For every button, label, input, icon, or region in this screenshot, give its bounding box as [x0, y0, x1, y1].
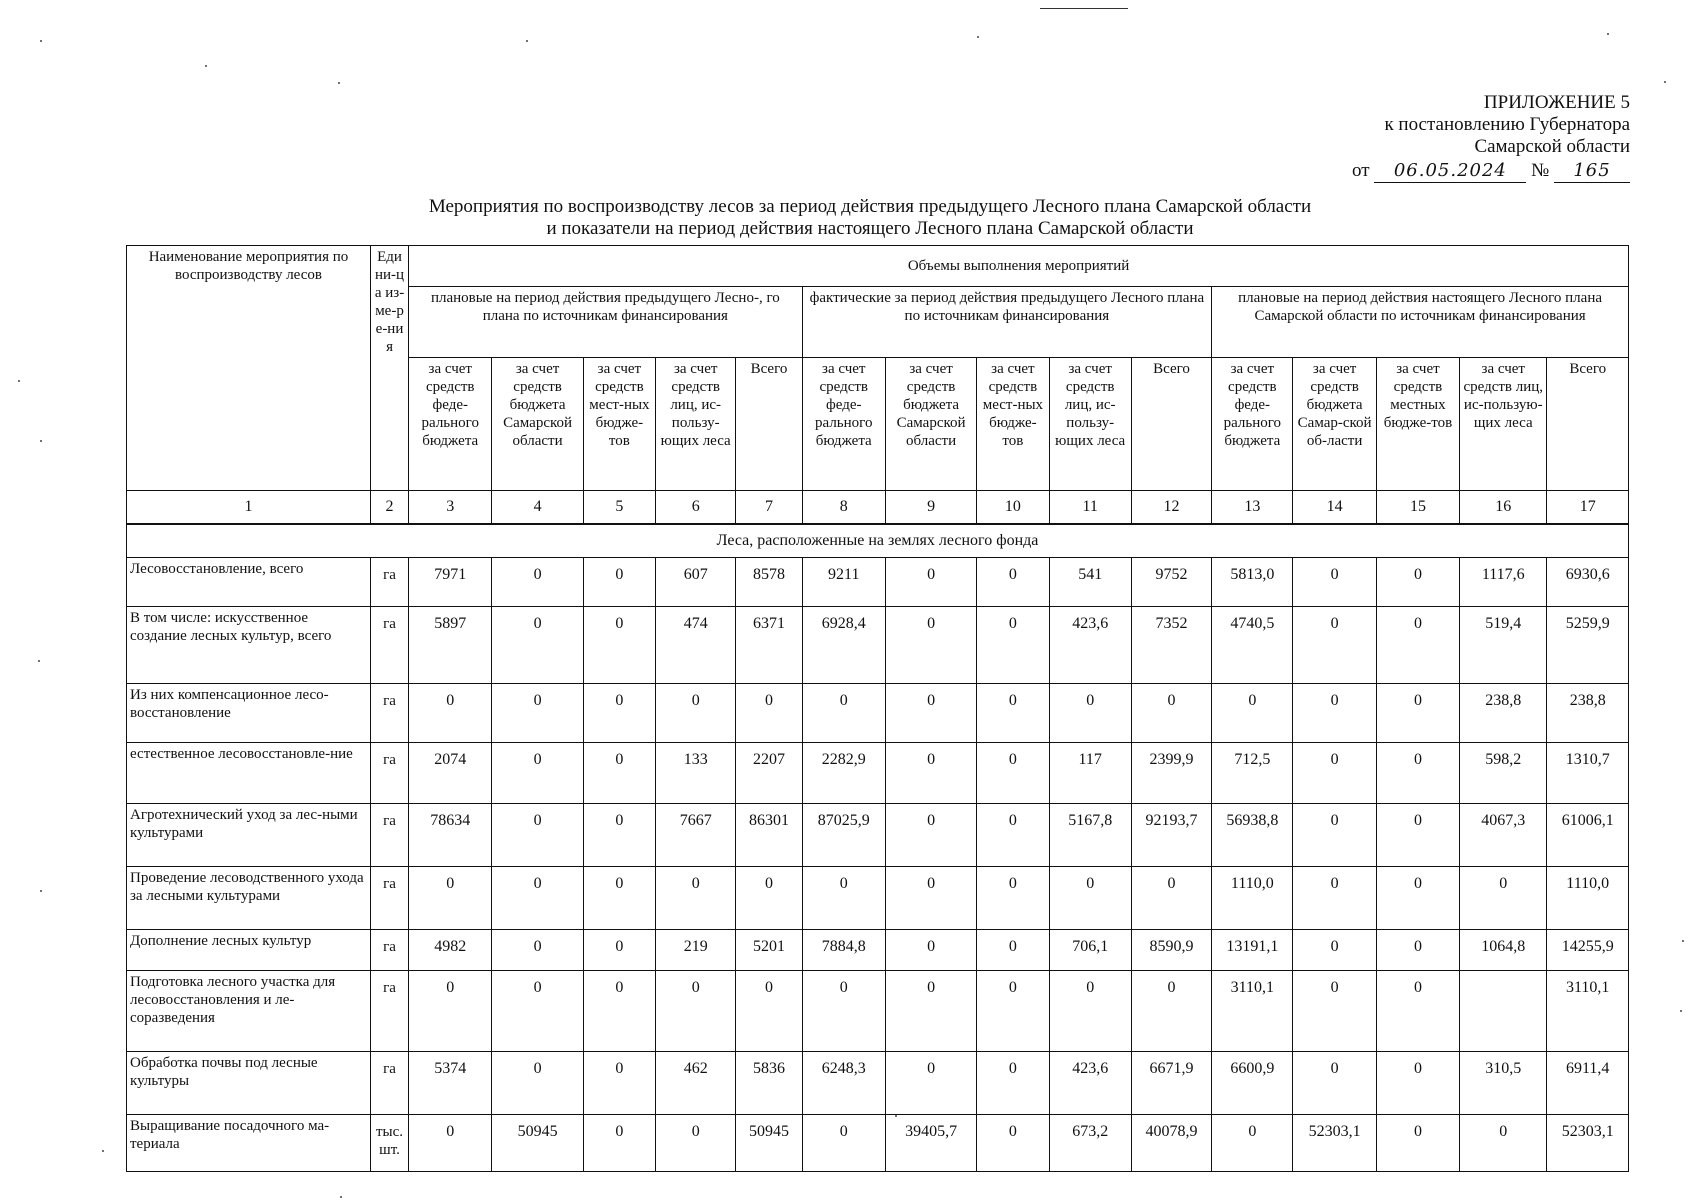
header-volumes: Объемы выполнения мероприятий — [409, 246, 1629, 287]
row-value-col-17: 238,8 — [1547, 684, 1629, 743]
row-value-col-17: 52303,1 — [1547, 1115, 1629, 1172]
row-value-col-14: 0 — [1293, 1052, 1376, 1115]
from-label: от — [1352, 160, 1370, 181]
subheader-col-15: за счет средств местных бюдже-тов — [1376, 358, 1459, 491]
row-value-col-8: 6248,3 — [802, 1052, 885, 1115]
table-row — [127, 607, 1629, 684]
row-value-col-14: 52303,1 — [1293, 1115, 1376, 1172]
row-name: естественное лесовосстановле-ние — [127, 743, 371, 804]
row-value-col-4: 0 — [492, 607, 583, 684]
row-unit: га — [370, 1052, 408, 1115]
header-unit: Еди ни-ца из-ме-ре-ния — [370, 246, 408, 491]
row-value-col-12: 40078,9 — [1131, 1115, 1211, 1172]
appendix-line-2: Самарской области — [1474, 136, 1630, 157]
row-value-col-14: 0 — [1293, 684, 1376, 743]
header-group-actual-previous: фактические за период действия предыдущего Лесного плана по источникам финансирования — [802, 287, 1212, 358]
row-value-col-10: 0 — [977, 930, 1049, 971]
row-value-col-15: 0 — [1376, 607, 1459, 684]
appendix-line-1: к постановлению Губернатора — [1384, 114, 1630, 135]
column-number-3: 3 — [409, 491, 492, 525]
number-label: № — [1531, 160, 1550, 181]
row-value-col-16: 310,5 — [1460, 1052, 1547, 1115]
subheader-col-4: за счет средств бюджета Самарской области — [492, 358, 583, 491]
row-value-col-6: 0 — [656, 684, 736, 743]
row-value-col-16: 4067,3 — [1460, 804, 1547, 867]
row-value-col-12: 2399,9 — [1131, 743, 1211, 804]
row-value-col-10: 0 — [977, 1115, 1049, 1172]
row-value-col-11: 706,1 — [1049, 930, 1131, 971]
row-value-col-3: 0 — [409, 684, 492, 743]
row-value-col-8: 6928,4 — [802, 607, 885, 684]
row-value-col-5: 0 — [583, 1052, 655, 1115]
table-row — [127, 684, 1629, 743]
table-row — [127, 743, 1629, 804]
row-value-col-8: 7884,8 — [802, 930, 885, 971]
row-value-col-13: 6600,9 — [1212, 1052, 1293, 1115]
row-value-col-6: 474 — [656, 607, 736, 684]
row-value-col-15: 0 — [1376, 804, 1459, 867]
row-value-col-13: 4740,5 — [1212, 607, 1293, 684]
row-value-col-16: 598,2 — [1460, 743, 1547, 804]
row-value-col-4: 0 — [492, 684, 583, 743]
subheader-col-17: Всего — [1547, 358, 1629, 491]
appendix-header — [1330, 92, 1630, 183]
row-value-col-9: 0 — [885, 1052, 976, 1115]
row-value-col-17: 6930,6 — [1547, 558, 1629, 607]
row-value-col-13: 5813,0 — [1212, 558, 1293, 607]
row-value-col-4: 0 — [492, 743, 583, 804]
row-value-col-9: 0 — [885, 867, 976, 930]
subheader-col-3: за счет средств феде-рального бюджета — [409, 358, 492, 491]
row-value-col-13: 1110,0 — [1212, 867, 1293, 930]
row-value-col-12: 0 — [1131, 971, 1211, 1052]
row-value-col-15: 0 — [1376, 558, 1459, 607]
row-value-col-12: 0 — [1131, 684, 1211, 743]
row-value-col-9: 0 — [885, 743, 976, 804]
table-row — [127, 971, 1629, 1052]
row-unit: га — [370, 558, 408, 607]
row-value-col-15: 0 — [1376, 1052, 1459, 1115]
row-value-col-9: 0 — [885, 607, 976, 684]
row-value-col-11: 0 — [1049, 971, 1131, 1052]
header-group-planned-previous: плановые на период действия предыдущего Лесно-, го плана по источникам финансирования — [409, 287, 803, 358]
row-value-col-16 — [1460, 971, 1547, 1052]
row-value-col-4: 0 — [492, 930, 583, 971]
column-number-2: 2 — [370, 491, 408, 525]
column-number-17: 17 — [1547, 491, 1629, 525]
row-value-col-14: 0 — [1293, 558, 1376, 607]
row-value-col-8: 9211 — [802, 558, 885, 607]
row-value-col-6: 0 — [656, 867, 736, 930]
column-number-13: 13 — [1212, 491, 1293, 525]
row-value-col-7: 86301 — [736, 804, 802, 867]
row-value-col-13: 712,5 — [1212, 743, 1293, 804]
subheader-col-13: за счет средств феде-рального бюджета — [1212, 358, 1293, 491]
row-value-col-16: 0 — [1460, 867, 1547, 930]
row-value-col-15: 0 — [1376, 867, 1459, 930]
row-unit: га — [370, 743, 408, 804]
row-value-col-7: 50945 — [736, 1115, 802, 1172]
row-value-col-5: 0 — [583, 743, 655, 804]
row-unit: га — [370, 804, 408, 867]
row-value-col-5: 0 — [583, 684, 655, 743]
document-title — [330, 196, 1410, 240]
row-value-col-14: 0 — [1293, 804, 1376, 867]
column-number-14: 14 — [1293, 491, 1376, 525]
row-value-col-10: 0 — [977, 558, 1049, 607]
row-value-col-8: 0 — [802, 971, 885, 1052]
row-unit: тыс. шт. — [370, 1115, 408, 1172]
row-value-col-9: 0 — [885, 971, 976, 1052]
subheader-col-14: за счет средств бюджета Самар-ской об-ласти — [1293, 358, 1376, 491]
row-value-col-5: 0 — [583, 930, 655, 971]
table-row — [127, 930, 1629, 971]
table-row — [127, 1052, 1629, 1115]
row-value-col-7: 0 — [736, 684, 802, 743]
row-unit: га — [370, 971, 408, 1052]
subheader-col-10: за счет средств мест-ных бюдже-тов — [977, 358, 1049, 491]
row-value-col-11: 0 — [1049, 867, 1131, 930]
row-value-col-6: 0 — [656, 971, 736, 1052]
title-line-1: Мероприятия по воспроизводству лесов за период действия предыдущего Лесного плана Самарской области — [428, 196, 1312, 217]
appendix-date-line — [1330, 160, 1630, 183]
row-value-col-5: 0 — [583, 867, 655, 930]
table-row — [127, 558, 1629, 607]
row-value-col-7: 2207 — [736, 743, 802, 804]
column-number-4: 4 — [492, 491, 583, 525]
row-value-col-13: 56938,8 — [1212, 804, 1293, 867]
row-value-col-14: 0 — [1293, 607, 1376, 684]
subheader-col-6: за счет средств лиц, ис-пользу-ющих леса — [656, 358, 736, 491]
row-value-col-5: 0 — [583, 558, 655, 607]
row-value-col-6: 607 — [656, 558, 736, 607]
row-unit: га — [370, 607, 408, 684]
row-value-col-3: 0 — [409, 1115, 492, 1172]
row-value-col-9: 39405,7 — [885, 1115, 976, 1172]
row-value-col-5: 0 — [583, 607, 655, 684]
row-value-col-15: 0 — [1376, 930, 1459, 971]
column-number-16: 16 — [1460, 491, 1547, 525]
row-value-col-14: 0 — [1293, 743, 1376, 804]
section-title: Леса, расположенные на землях лесного фонда — [127, 524, 1629, 558]
row-value-col-10: 0 — [977, 684, 1049, 743]
row-value-col-9: 0 — [885, 684, 976, 743]
row-value-col-4: 0 — [492, 804, 583, 867]
appendix-title: ПРИЛОЖЕНИЕ 5 — [1483, 92, 1630, 113]
row-name: Дополнение лесных культур — [127, 930, 371, 971]
row-value-col-7: 0 — [736, 867, 802, 930]
row-value-col-14: 0 — [1293, 971, 1376, 1052]
row-value-col-5: 0 — [583, 804, 655, 867]
row-value-col-3: 0 — [409, 867, 492, 930]
row-value-col-12: 7352 — [1131, 607, 1211, 684]
row-value-col-3: 5374 — [409, 1052, 492, 1115]
row-unit: га — [370, 867, 408, 930]
row-name: В том числе: искусственное создание лесных культур, всего — [127, 607, 371, 684]
table-row — [127, 804, 1629, 867]
row-value-col-9: 0 — [885, 930, 976, 971]
row-name: Подготовка лесного участка для лесовосстановления и ле-соразведения — [127, 971, 371, 1052]
row-value-col-7: 6371 — [736, 607, 802, 684]
row-value-col-11: 423,6 — [1049, 607, 1131, 684]
row-value-col-15: 0 — [1376, 743, 1459, 804]
row-value-col-11: 5167,8 — [1049, 804, 1131, 867]
row-value-col-6: 462 — [656, 1052, 736, 1115]
row-value-col-12: 9752 — [1131, 558, 1211, 607]
row-value-col-8: 0 — [802, 684, 885, 743]
column-number-15: 15 — [1376, 491, 1459, 525]
row-value-col-10: 0 — [977, 867, 1049, 930]
row-value-col-13: 0 — [1212, 1115, 1293, 1172]
row-value-col-3: 78634 — [409, 804, 492, 867]
row-value-col-3: 0 — [409, 971, 492, 1052]
row-value-col-10: 0 — [977, 971, 1049, 1052]
row-name: Из них компенсационное лесо-восстановление — [127, 684, 371, 743]
column-number-7: 7 — [736, 491, 802, 525]
subheader-col-8: за счет средств феде-рального бюджета — [802, 358, 885, 491]
row-value-col-17: 61006,1 — [1547, 804, 1629, 867]
row-value-col-7: 5201 — [736, 930, 802, 971]
reforestation-table — [126, 245, 1629, 1172]
column-number-11: 11 — [1049, 491, 1131, 525]
row-value-col-4: 0 — [492, 971, 583, 1052]
row-value-col-10: 0 — [977, 804, 1049, 867]
row-value-col-5: 0 — [583, 971, 655, 1052]
row-value-col-13: 0 — [1212, 684, 1293, 743]
row-value-col-16: 519,4 — [1460, 607, 1547, 684]
row-value-col-13: 13191,1 — [1212, 930, 1293, 971]
row-value-col-11: 117 — [1049, 743, 1131, 804]
row-value-col-6: 7667 — [656, 804, 736, 867]
row-value-col-16: 0 — [1460, 1115, 1547, 1172]
title-line-2: и показатели на период действия настоящего Лесного плана Самарской области — [546, 218, 1194, 239]
row-value-col-14: 0 — [1293, 930, 1376, 971]
table-row — [127, 867, 1629, 930]
row-value-col-14: 0 — [1293, 867, 1376, 930]
table-row — [127, 1115, 1629, 1172]
handwritten-date: 06.05.2024 — [1374, 160, 1526, 183]
header-group-planned-current: плановые на период действия настоящего Лесного плана Самарской области по источникам финансирования — [1212, 287, 1629, 358]
row-value-col-17: 5259,9 — [1547, 607, 1629, 684]
row-value-col-10: 0 — [977, 1052, 1049, 1115]
row-value-col-6: 133 — [656, 743, 736, 804]
row-value-col-11: 673,2 — [1049, 1115, 1131, 1172]
column-number-10: 10 — [977, 491, 1049, 525]
column-number-5: 5 — [583, 491, 655, 525]
row-unit: га — [370, 930, 408, 971]
row-value-col-4: 50945 — [492, 1115, 583, 1172]
row-value-col-3: 7971 — [409, 558, 492, 607]
column-number-1: 1 — [127, 491, 371, 525]
row-value-col-8: 87025,9 — [802, 804, 885, 867]
subheader-col-12: Всего — [1131, 358, 1211, 491]
row-value-col-11: 541 — [1049, 558, 1131, 607]
row-value-col-9: 0 — [885, 558, 976, 607]
row-value-col-3: 2074 — [409, 743, 492, 804]
row-name: Агротехнический уход за лес-ными культурами — [127, 804, 371, 867]
row-value-col-15: 0 — [1376, 684, 1459, 743]
row-value-col-7: 0 — [736, 971, 802, 1052]
row-value-col-4: 0 — [492, 867, 583, 930]
subheader-col-5: за счет средств мест-ных бюдже-тов — [583, 358, 655, 491]
row-value-col-4: 0 — [492, 558, 583, 607]
column-number-6: 6 — [656, 491, 736, 525]
row-value-col-7: 5836 — [736, 1052, 802, 1115]
header-name: Наименование мероприятия по воспроизводству лесов — [127, 246, 371, 491]
row-value-col-12: 92193,7 — [1131, 804, 1211, 867]
row-value-col-10: 0 — [977, 607, 1049, 684]
column-number-8: 8 — [802, 491, 885, 525]
row-value-col-9: 0 — [885, 804, 976, 867]
row-value-col-6: 0 — [656, 1115, 736, 1172]
row-value-col-17: 1310,7 — [1547, 743, 1629, 804]
row-value-col-12: 0 — [1131, 867, 1211, 930]
subheader-col-11: за счет средств лиц, ис-пользу-ющих леса — [1049, 358, 1131, 491]
row-value-col-17: 14255,9 — [1547, 930, 1629, 971]
row-name: Лесовосстановление, всего — [127, 558, 371, 607]
row-value-col-17: 3110,1 — [1547, 971, 1629, 1052]
row-value-col-12: 8590,9 — [1131, 930, 1211, 971]
row-value-col-12: 6671,9 — [1131, 1052, 1211, 1115]
subheader-col-16: за счет средств лиц, ис-пользую-щих леса — [1460, 358, 1547, 491]
row-value-col-16: 238,8 — [1460, 684, 1547, 743]
row-value-col-16: 1117,6 — [1460, 558, 1547, 607]
handwritten-number: 165 — [1554, 160, 1630, 183]
row-value-col-15: 0 — [1376, 1115, 1459, 1172]
row-value-col-8: 2282,9 — [802, 743, 885, 804]
subheader-col-9: за счет средств бюджета Самарской области — [885, 358, 976, 491]
row-value-col-3: 5897 — [409, 607, 492, 684]
row-value-col-8: 0 — [802, 867, 885, 930]
row-value-col-11: 423,6 — [1049, 1052, 1131, 1115]
scan-artifact-line — [1040, 8, 1128, 9]
column-number-12: 12 — [1131, 491, 1211, 525]
row-value-col-7: 8578 — [736, 558, 802, 607]
row-value-col-16: 1064,8 — [1460, 930, 1547, 971]
row-value-col-8: 0 — [802, 1115, 885, 1172]
row-value-col-4: 0 — [492, 1052, 583, 1115]
subheader-col-7: Всего — [736, 358, 802, 491]
row-name: Выращивание посадочного ма-териала — [127, 1115, 371, 1172]
row-value-col-6: 219 — [656, 930, 736, 971]
row-name: Обработка почвы под лесные культуры — [127, 1052, 371, 1115]
row-value-col-15: 0 — [1376, 971, 1459, 1052]
row-value-col-5: 0 — [583, 1115, 655, 1172]
row-value-col-17: 6911,4 — [1547, 1052, 1629, 1115]
row-value-col-11: 0 — [1049, 684, 1131, 743]
row-unit: га — [370, 684, 408, 743]
row-value-col-10: 0 — [977, 743, 1049, 804]
row-value-col-13: 3110,1 — [1212, 971, 1293, 1052]
column-number-9: 9 — [885, 491, 976, 525]
row-name: Проведение лесоводственного ухода за лесными культурами — [127, 867, 371, 930]
row-value-col-3: 4982 — [409, 930, 492, 971]
row-value-col-17: 1110,0 — [1547, 867, 1629, 930]
